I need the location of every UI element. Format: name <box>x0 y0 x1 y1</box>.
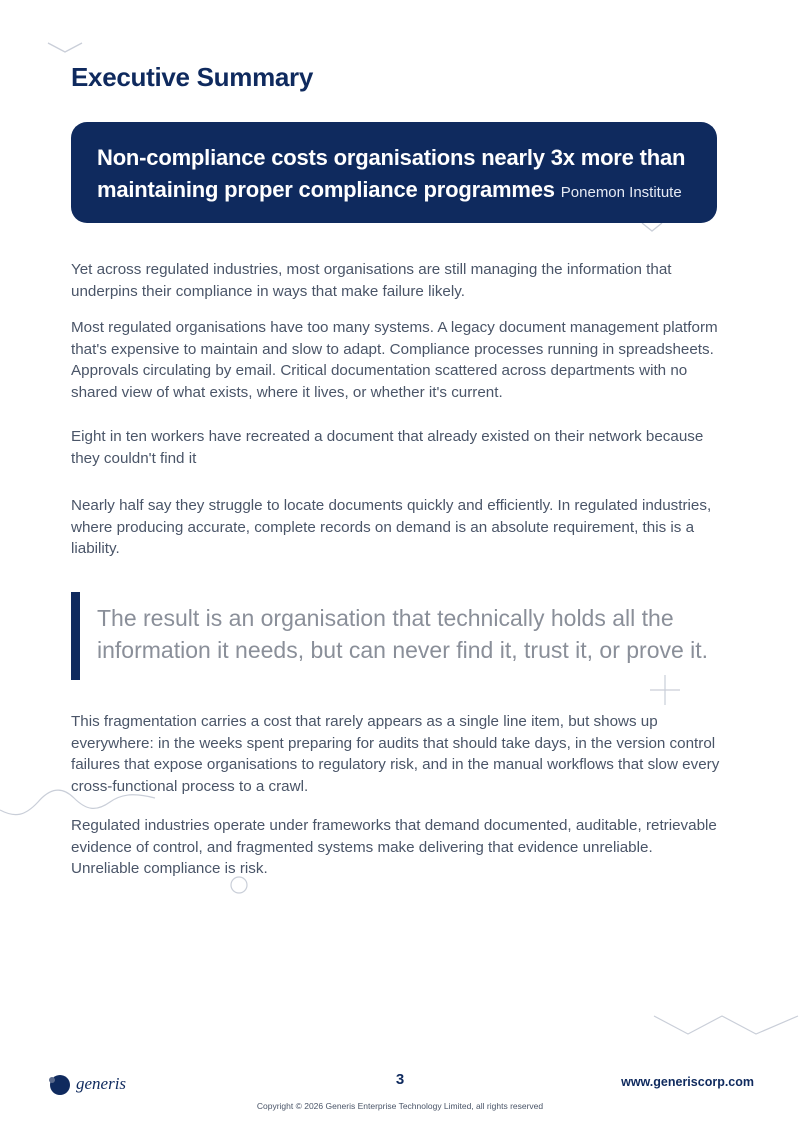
callout-source: Ponemon Institute <box>560 184 682 201</box>
paragraph-intro: Yet across regulated industries, most organisations are still managing the information that underpins their compliance in ways that make failure likely. <box>71 261 672 300</box>
pull-quote-bar <box>71 592 80 680</box>
paragraph-fragmentation-cost: This fragmentation carries a cost that rarely appears as a single line item, but shows up everywhere: in the weeks spent preparing for audits that should take days, in the version control failures that expose organisations to regulatory risk, and in the manual workflows that slow every cross-functional process to a crawl. <box>71 713 720 795</box>
chevron-decoration-top <box>46 40 86 56</box>
paragraph-locate-documents: Nearly half say they struggle to locate documents quickly and efficiently. In regulated industries, where producing accurate, complete records on demand is an absolute requirement, this is a liability. <box>71 497 712 557</box>
paragraph-regulated-frameworks: Regulated industries operate under frameworks that demand documented, auditable, retrievable evidence of control, and fragmented systems make delivering that evidence unreliable. Unreliable compliance is risk. <box>71 817 717 877</box>
pull-quote-text: The result is an organisation that technically holds all the information it needs, but can never find it, trust it, or prove it. <box>97 605 709 663</box>
copyright-notice: Copyright © 2026 Generis Enterprise Technology Limited, all rights reserved <box>256 1101 544 1111</box>
zigzag-decoration <box>652 1010 800 1040</box>
chevron-decoration-callout <box>640 222 664 234</box>
logo-text: generis <box>76 1074 127 1093</box>
statistic-callout <box>71 122 717 223</box>
paragraph-statistic-recreated: Eight in ten workers have recreated a document that already existed on their network because they couldn't find it <box>71 428 704 467</box>
callout-text: Non-compliance costs organisations nearly 3x more than maintaining proper compliance programmes <box>97 145 686 202</box>
website-link[interactable]: www.generiscorp.com <box>621 1075 754 1089</box>
pull-quote <box>71 592 731 680</box>
page-number: 3 <box>395 1071 405 1088</box>
page-title: Executive Summary <box>71 62 314 92</box>
paragraph-systems: Most regulated organisations have too many systems. A legacy document management platform that's expensive to maintain and slow to adapt. Compliance processes running in spreadsheets. Approvals circulating by email. Critical documentation scattered across departments with no shared view of what exists, where it lives, or whether it's current. <box>71 319 718 401</box>
